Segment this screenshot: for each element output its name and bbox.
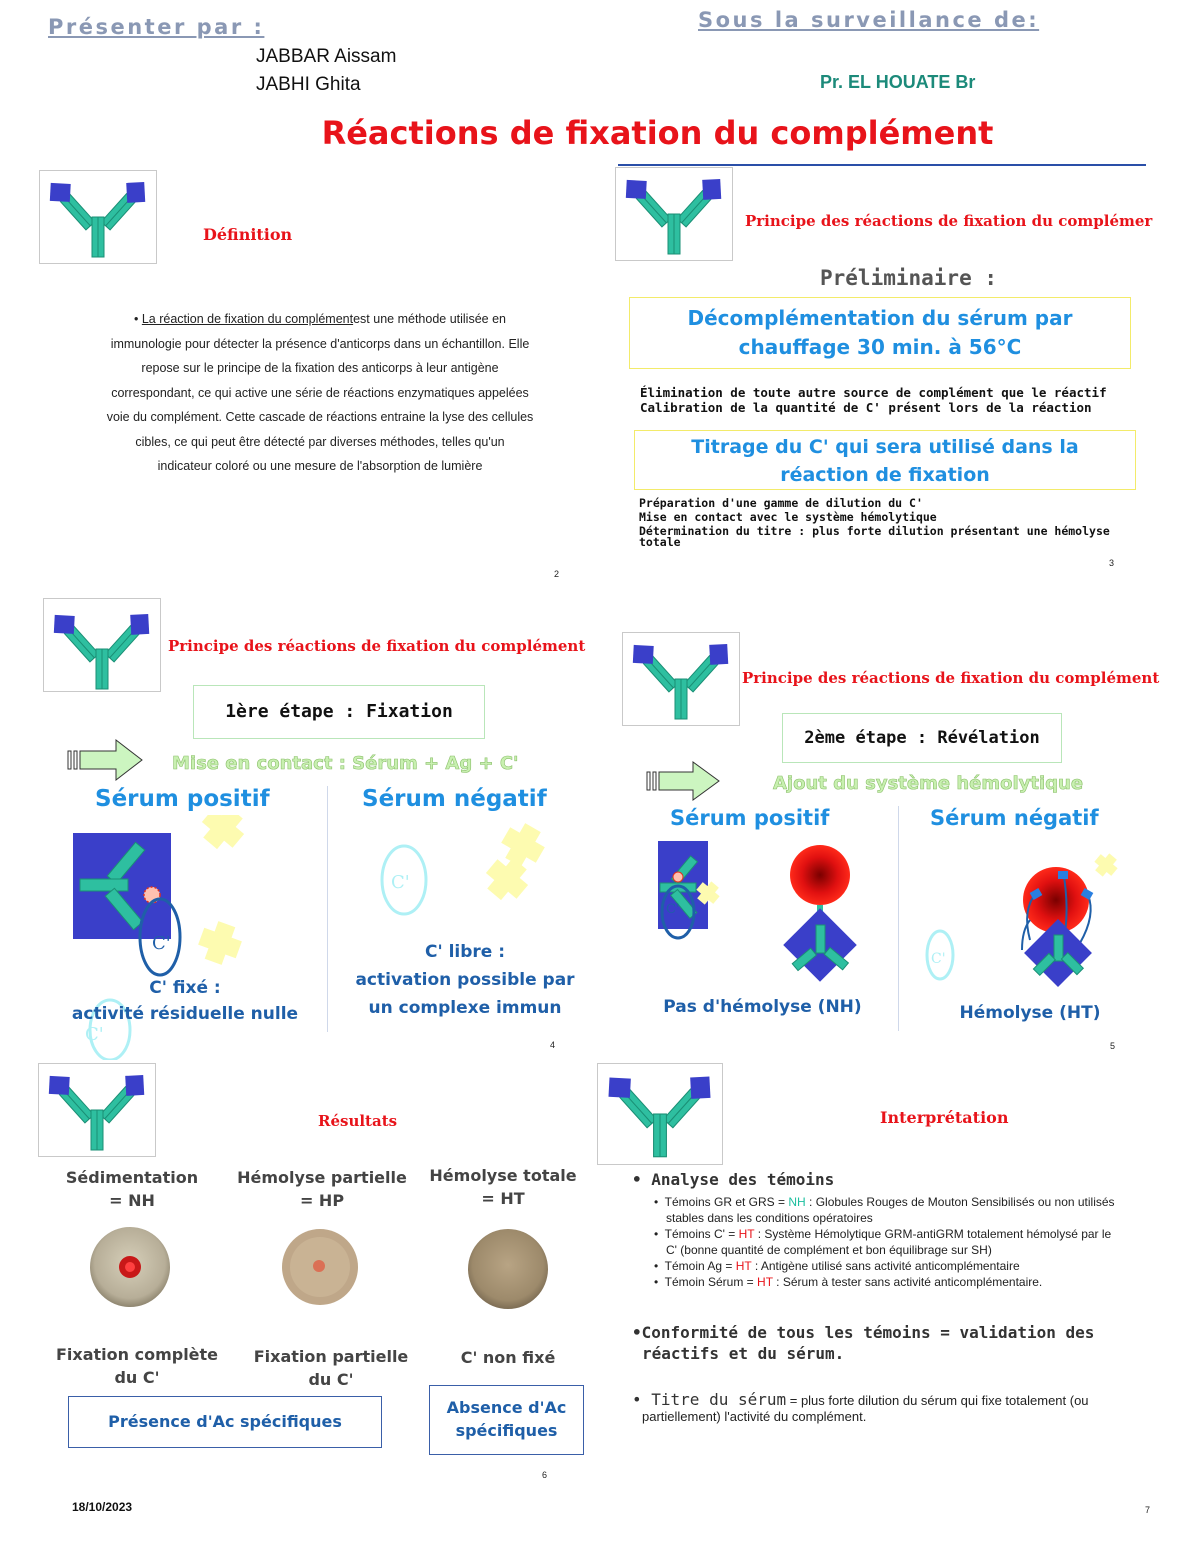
presented-by-label: Présenter par : [48,15,265,39]
definition-paragraph [60,307,580,479]
principle-heading-5: Principe des réactions de fixation du complément [742,669,1160,687]
definition-line-3: repose sur le principe de la fixation des anticorps à leur antigène [141,361,499,375]
antibody-absent-box: Absence d'Ac spécifiques [429,1385,584,1455]
serum-negative-label: Sérum négatif [362,786,547,812]
result-label-hp: Hémolyse partielle = HP [237,1168,407,1210]
note-line: Calibration de la quantité de C' présent lors de la réaction [640,400,1092,415]
titrage-line-1: Titrage du C' qui sera utilisé dans la [691,436,1079,458]
note-line: Élimination de toute autre source de complément que le réactif [640,385,1107,400]
title-divider [618,164,1146,166]
page-number-2: 2 [554,569,560,579]
definition-line-7: indicateur coloré ou une mesure de l'absorption de lumière [157,459,483,473]
step1-box [193,685,485,739]
titrage-line-2: réaction de fixation [780,464,990,486]
definition-line-5: voie du complément. Cette cascade de réactions entraine la lyse des cellules [106,410,534,424]
note-line: Mise en contact avec le système hémolytique [639,510,937,524]
analysis-label: • Analyse des témoins [632,1170,835,1189]
c-free-caption: C' libre : activation possible par un complexe immun [355,942,575,1018]
antibody-icon [38,1063,156,1157]
c-prime-fixed-label: C' [152,933,171,954]
definition-heading: Définition [203,225,293,244]
result-dishes [85,1224,565,1314]
c-prime-label: C' [666,902,680,917]
c-prime-free-label: C' [391,872,410,893]
antibody-icon [39,170,157,264]
controls-list: • Témoins GR et GRS = NH : Globules Rouges de Mouton Sensibilisés ou non utilisés stables dans les conditions opératoires • Témoins C' = HT : Système Hémolytique GRM-antiGRM totalement hémolysé par le C' (bonne quantité de complément et bon équilibrage sur SH) • Témoin Ag = HT : Antigène utilisé sans activité anticomplémentaire • Témoin Sérum = HT : Sérum à tester sans activité anticomplémentaire. [654,1194,1194,1290]
page-number-4: 4 [550,1040,556,1050]
supervisor-name: Pr. EL HOUATE Br [820,72,976,92]
page-number-3: 3 [1109,558,1115,568]
page-number-6: 6 [542,1470,548,1480]
antibody-icon [622,632,740,726]
page-title: Réactions de fixation du complément [321,114,994,152]
step2-label: 2ème étape : Révélation [804,728,1040,748]
preliminaire-label: Préliminaire : [820,266,998,290]
note-line: totale [639,535,681,549]
serum-negative-label: Sérum négatif [930,806,1099,830]
revelation-illustration [650,835,1150,1000]
serum-positive-label: Sérum positif [95,786,270,812]
conformity-text: •Conformité de tous les témoins = validation des réactifs et du sérum. [632,1323,1095,1363]
definition-line-2: immunologie pour détecter la présence d'anticorps dans un échantillon. Elle [110,336,530,351]
fixation-complete-label: Fixation complète du C' [55,1345,219,1387]
antibody-icon [597,1063,723,1165]
result-label-ht: Hémolyse totale = HT [429,1166,577,1208]
arrow-icon [645,760,723,804]
control-item-gr: • Témoins GR et GRS = NH : Globules Rouges de Mouton Sensibilisés ou non utilisés [654,1195,1115,1209]
c-not-fixed-label: C' non fixé [460,1348,556,1367]
decomplementation-line-1: Décomplémentation du sérum par [687,306,1073,330]
c-prime-label: C' [931,951,946,967]
control-item-c: • Témoins C' = HT : Système Hémolytique GRM-antiGRM totalement hémolysé par le [654,1227,1112,1241]
definition-line-4: correspondant, ce qui active une série de réactions enzymatiques appelées [111,385,529,400]
decomplementation-line-2: chauffage 30 min. à 56°C [738,335,1022,359]
preliminary-notes-1 [640,385,1107,415]
result-label-nh: Sédimentation = NH [65,1168,199,1210]
definition-term: La réaction de fixation du complément [141,312,354,326]
decomplementation-box [629,297,1131,369]
antibody-present-box: Présence d'Ac spécifiques [68,1396,382,1448]
step1-label: 1ère étape : Fixation [225,701,453,722]
arrow-icon [66,737,146,783]
antibody-icon [615,167,733,261]
author-name-1: JABBAR Aissam [256,46,397,67]
preliminary-notes-2 [639,496,1110,547]
c-fixed-caption: C' fixé : activité résiduelle nulle [71,978,299,1024]
serum-positive-label: Sérum positif [670,806,830,830]
titrage-box [634,430,1136,490]
note-line: Préparation d'une gamme de dilution du C' [639,496,923,510]
contact-label: Mise en contact : Sérum + Ag + C' [172,753,519,774]
footer-date: 18/10/2023 [72,1500,133,1514]
step2-box [782,713,1062,763]
author-name-2: JABHI Ghita [256,74,361,95]
control-item-serum: • Témoin Sérum = HT : Sérum à tester sans activité anticomplémentaire. [654,1275,1043,1289]
principle-heading-3: Principe des réactions de fixation du complémer [745,212,1153,230]
principle-heading-4: Principe des réactions de fixation du complément [168,637,586,655]
hemolytic-system-label: Ajout du système hémolytique [773,773,1084,794]
antibody-icon [43,598,161,692]
definition-line-1: • La réaction de fixation du complémentest une méthode utilisée en [133,312,506,326]
page-number-7: 7 [1145,1505,1151,1515]
c-prime-residual-label: C' [85,1024,104,1045]
results-heading: Résultats [318,1112,398,1130]
page-number-5: 5 [1110,1041,1116,1051]
note-line: Détermination du titre : plus forte dilution présentant une hémolyse [639,524,1110,538]
serum-titer-text: • Titre du sérum = plus forte dilution du sérum qui fixe totalement (ou partiellement) l'activité du complément. [632,1390,1089,1424]
supervision-label: Sous la surveillance de: [698,8,1040,32]
fixation-partial-label: Fixation partielle du C' [253,1347,409,1389]
hemolysis-caption: Hémolyse (HT) [959,1003,1101,1023]
interpretation-heading: Interprétation [880,1108,1009,1127]
control-item-ag: • Témoin Ag = HT : Antigène utilisé sans activité anticomplémentaire [654,1259,1020,1273]
no-hemolysis-caption: Pas d'hémolyse (NH) [663,997,862,1017]
definition-line-6: cibles, ce qui peut être détecté par diverses méthodes, telles qu'un [135,434,505,449]
